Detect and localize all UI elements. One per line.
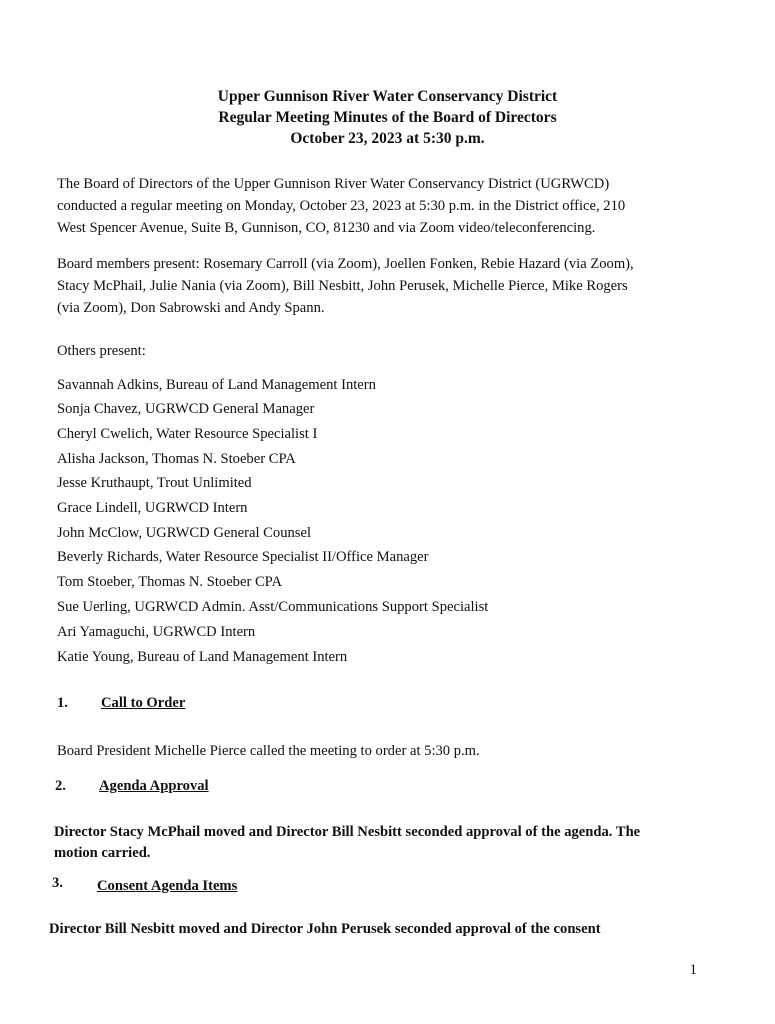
attendee: Alisha Jackson, Thomas N. Stoeber CPA	[57, 451, 296, 467]
section-heading-consent-agenda: Consent Agenda Items	[97, 878, 238, 894]
section-heading-call-to-order: Call to Order	[101, 695, 186, 711]
attendee: Beverly Richards, Water Resource Specialist II/Office Manager	[57, 549, 429, 565]
attendee: Savannah Adkins, Bureau of Land Management Intern	[57, 377, 376, 393]
intro-paragraph	[57, 173, 727, 239]
section-heading-agenda-approval: Agenda Approval	[99, 778, 209, 794]
board-members-paragraph	[57, 253, 727, 319]
page-number: 1	[689, 962, 697, 978]
attendee: Sue Uerling, UGRWCD Admin. Asst/Communications Support Specialist	[57, 599, 489, 615]
attendee: John McClow, UGRWCD General Counsel	[57, 525, 312, 541]
agenda-line-1: Director Stacy McPhail moved and Director Bill Nesbitt seconded approval of the agenda. The	[54, 824, 641, 840]
attendee: Tom Stoeber, Thomas N. Stoeber CPA	[57, 574, 282, 590]
meeting-date: October 23, 2023 at 5:30 p.m.	[290, 130, 485, 147]
board-line-2: Stacy McPhail, Julie Nania (via Zoom), Bill Nesbitt, John Perusek, Michelle Pierce, Mike Rogers	[57, 278, 628, 294]
document-title: Upper Gunnison River Water Conservancy District	[217, 88, 558, 105]
agenda-line-2: motion carried.	[54, 845, 151, 861]
intro-line-1: The Board of Directors of the Upper Gunnison River Water Conservancy District (UGRWCD)	[57, 176, 610, 192]
section-number-3: 3.	[52, 875, 63, 891]
board-line-3: (via Zoom), Don Sabrowski and Andy Spann.	[57, 300, 325, 316]
document-subtitle: Regular Meeting Minutes of the Board of Directors	[218, 109, 557, 126]
section-body-consent-agenda: Director Bill Nesbitt moved and Director John Perusek seconded approval of the consent	[49, 921, 601, 937]
attendee: Ari Yamaguchi, UGRWCD Intern	[57, 624, 256, 640]
attendee: Grace Lindell, UGRWCD Intern	[57, 500, 248, 516]
intro-line-2: conducted a regular meeting on Monday, October 23, 2023 at 5:30 p.m. in the District office, 210	[57, 198, 626, 214]
attendee: Katie Young, Bureau of Land Management Intern	[57, 649, 348, 665]
section-body-call-to-order: Board President Michelle Pierce called the meeting to order at 5:30 p.m.	[57, 743, 480, 759]
attendee: Jesse Kruthaupt, Trout Unlimited	[57, 475, 252, 491]
board-line-1: Board members present: Rosemary Carroll (via Zoom), Joellen Fonken, Rebie Hazard (via Zoom),	[57, 256, 634, 272]
attendee: Sonja Chavez, UGRWCD General Manager	[57, 401, 315, 417]
intro-line-3: West Spencer Avenue, Suite B, Gunnison, CO, 81230 and via Zoom video/teleconferencing.	[57, 220, 596, 236]
section-body-agenda-approval	[54, 822, 724, 864]
section-number-2: 2.	[55, 778, 66, 794]
others-heading: Others present:	[57, 343, 146, 359]
attendee: Cheryl Cwelich, Water Resource Specialist I	[57, 426, 318, 442]
section-number-1: 1.	[57, 695, 68, 711]
